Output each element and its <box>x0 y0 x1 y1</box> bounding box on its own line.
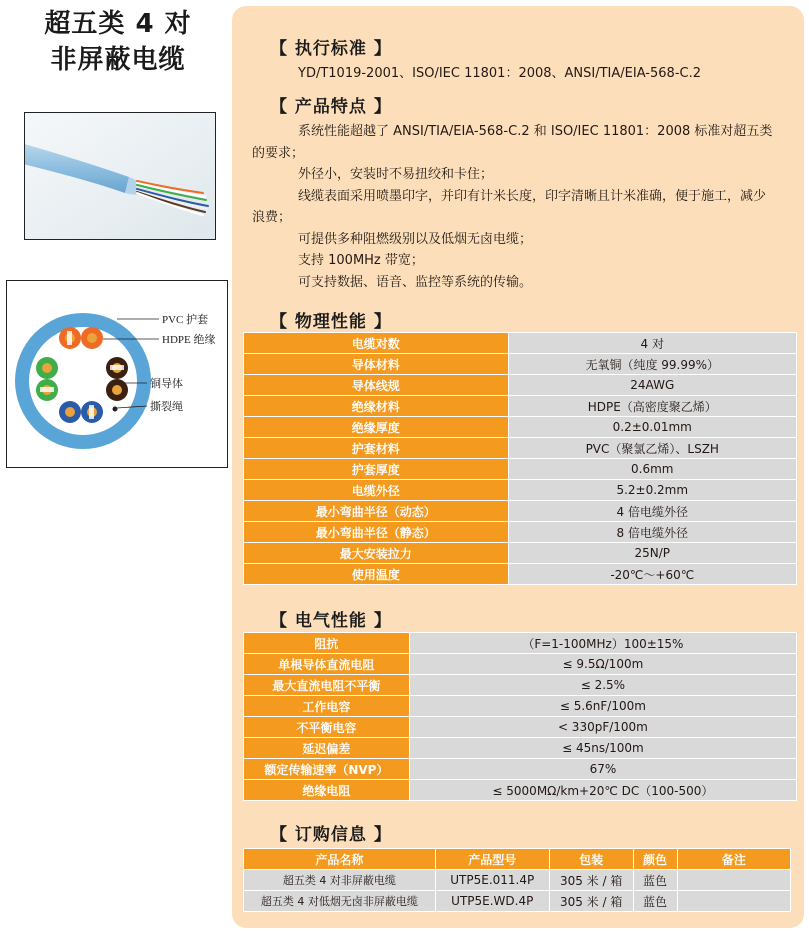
physical-value: HDPE（高密度聚乙烯） <box>508 396 796 417</box>
standards-text: YD/T1019-2001、ISO/IEC 11801：2008、ANSI/TIA/EIA-568-C.2 <box>298 66 701 81</box>
physical-key: 电缆对数 <box>244 333 509 354</box>
table-row <box>244 717 797 738</box>
physical-value: 24AWG <box>508 375 796 396</box>
physical-key: 护套厚度 <box>244 459 509 480</box>
electrical-key: 工作电容 <box>244 696 410 717</box>
physical-key: 电缆外径 <box>244 480 509 501</box>
electrical-key: 阻抗 <box>244 633 410 654</box>
product-title-line1: 超五类 4 对 <box>44 9 192 39</box>
table-row <box>244 891 791 912</box>
order-product-model: UTP5E.011.4P <box>435 870 549 891</box>
order-col-color: 颜色 <box>633 849 677 870</box>
electrical-value: （F=1-100MHz）100±15% <box>409 633 796 654</box>
physical-value: 4 倍电缆外径 <box>508 501 796 522</box>
features-list <box>252 121 778 293</box>
table-row <box>244 480 797 501</box>
table-row <box>244 633 797 654</box>
feature-item-3: 线缆表面采用喷墨印字，并印有计米长度，印字清晰且计米准确，便于施工，减少浪费； <box>252 188 767 225</box>
order-package: 305 米 / 箱 <box>549 870 633 891</box>
electrical-heading: 【 电气性能 】 <box>270 611 392 631</box>
table-row <box>244 543 797 564</box>
electrical-key: 延迟偏差 <box>244 738 410 759</box>
table-row <box>244 759 797 780</box>
cable-cross-section-diagram <box>6 280 228 468</box>
cable-photo <box>24 112 216 240</box>
product-title <box>18 6 218 78</box>
standards-heading: 【 执行标准 】 <box>270 39 392 59</box>
table-row <box>244 417 797 438</box>
physical-value: -20℃～+60℃ <box>508 564 796 585</box>
electrical-key: 最大直流电阻不平衡 <box>244 675 410 696</box>
table-row <box>244 870 791 891</box>
order-color: 蓝色 <box>633 891 677 912</box>
physical-key: 绝缘材料 <box>244 396 509 417</box>
table-row <box>244 438 797 459</box>
physical-value: 无氧铜（纯度 99.99%） <box>508 354 796 375</box>
table-row <box>244 675 797 696</box>
table-row <box>244 738 797 759</box>
table-header-row <box>244 849 791 870</box>
order-product-name: 超五类 4 对非屏蔽电缆 <box>244 870 436 891</box>
physical-key: 最小弯曲半径（动态） <box>244 501 509 522</box>
order-color: 蓝色 <box>633 870 677 891</box>
physical-value: 8 倍电缆外径 <box>508 522 796 543</box>
table-row <box>244 333 797 354</box>
cable-photo-illustration <box>25 113 216 240</box>
table-row <box>244 354 797 375</box>
physical-key: 护套材料 <box>244 438 509 459</box>
table-row <box>244 396 797 417</box>
electrical-table <box>243 632 797 801</box>
physical-value: 4 对 <box>508 333 796 354</box>
order-remark <box>677 870 790 891</box>
electrical-key: 单根导体直流电阻 <box>244 654 410 675</box>
order-col-model: 产品型号 <box>435 849 549 870</box>
table-row <box>244 564 797 585</box>
physical-key: 绝缘厚度 <box>244 417 509 438</box>
electrical-value: < 330pF/100m <box>409 717 796 738</box>
standards-text-block <box>252 63 778 85</box>
order-col-remark: 备注 <box>677 849 790 870</box>
electrical-value: 67% <box>409 759 796 780</box>
physical-key: 最小弯曲半径（静态） <box>244 522 509 543</box>
table-row <box>244 654 797 675</box>
order-product-model: UTP5E.WD.4P <box>435 891 549 912</box>
electrical-key: 额定传输速率（NVP） <box>244 759 410 780</box>
order-product-name: 超五类 4 对低烟无卤非屏蔽电缆 <box>244 891 436 912</box>
physical-table <box>243 332 797 585</box>
product-title-line2: 非屏蔽电缆 <box>50 45 186 75</box>
order-package: 305 米 / 箱 <box>549 891 633 912</box>
electrical-value: ≤ 5000MΩ/km+20℃ DC（100-500） <box>409 780 796 801</box>
physical-key: 导体线规 <box>244 375 509 396</box>
feature-item-4: 可提供多种阻燃级别以及低烟无卤电缆； <box>298 231 533 247</box>
physical-heading: 【 物理性能 】 <box>270 312 392 332</box>
table-row <box>244 522 797 543</box>
feature-item-1: 系统性能超越了 ANSI/TIA/EIA-568-C.2 和 ISO/IEC 11801：2008 标准对超五类的要求； <box>252 124 773 161</box>
electrical-value: ≤ 2.5% <box>409 675 796 696</box>
feature-item-2: 外径小，安装时不易扭绞和卡住； <box>298 167 494 182</box>
order-heading: 【 订购信息 】 <box>270 825 392 845</box>
physical-value: PVC（聚氯乙烯）、LSZH <box>508 438 796 459</box>
physical-value: 0.2±0.01mm <box>508 417 796 438</box>
label-copper-conductor: 铜导体 <box>150 378 183 390</box>
electrical-value: ≤ 45ns/100m <box>409 738 796 759</box>
table-row <box>244 501 797 522</box>
order-table <box>243 848 791 912</box>
electrical-key: 绝缘电阻 <box>244 780 410 801</box>
feature-item-6: 可支持数据、语音、监控等系统的传输。 <box>298 274 533 290</box>
physical-key: 最大安装拉力 <box>244 543 509 564</box>
physical-value: 25N/P <box>508 543 796 564</box>
electrical-value: ≤ 5.6nF/100m <box>409 696 796 717</box>
label-pvc-jacket: PVC 护套 <box>162 314 209 326</box>
physical-key: 使用温度 <box>244 564 509 585</box>
order-col-package: 包装 <box>549 849 633 870</box>
features-heading: 【 产品特点 】 <box>270 97 392 117</box>
feature-item-5: 支持 100MHz 带宽； <box>298 253 424 268</box>
electrical-value: ≤ 9.5Ω/100m <box>409 654 796 675</box>
table-row <box>244 375 797 396</box>
table-row <box>244 459 797 480</box>
label-rip-cord: 撕裂绳 <box>150 401 183 413</box>
order-col-name: 产品名称 <box>244 849 436 870</box>
table-row <box>244 696 797 717</box>
order-remark <box>677 891 790 912</box>
physical-key: 导体材料 <box>244 354 509 375</box>
physical-value: 0.6mm <box>508 459 796 480</box>
electrical-key: 不平衡电容 <box>244 717 410 738</box>
rip-cord <box>113 407 118 412</box>
physical-value: 5.2±0.2mm <box>508 480 796 501</box>
cross-section-svg <box>7 281 229 469</box>
label-hdpe-insulation: HDPE 绝缘 <box>162 334 216 346</box>
table-row <box>244 780 797 801</box>
